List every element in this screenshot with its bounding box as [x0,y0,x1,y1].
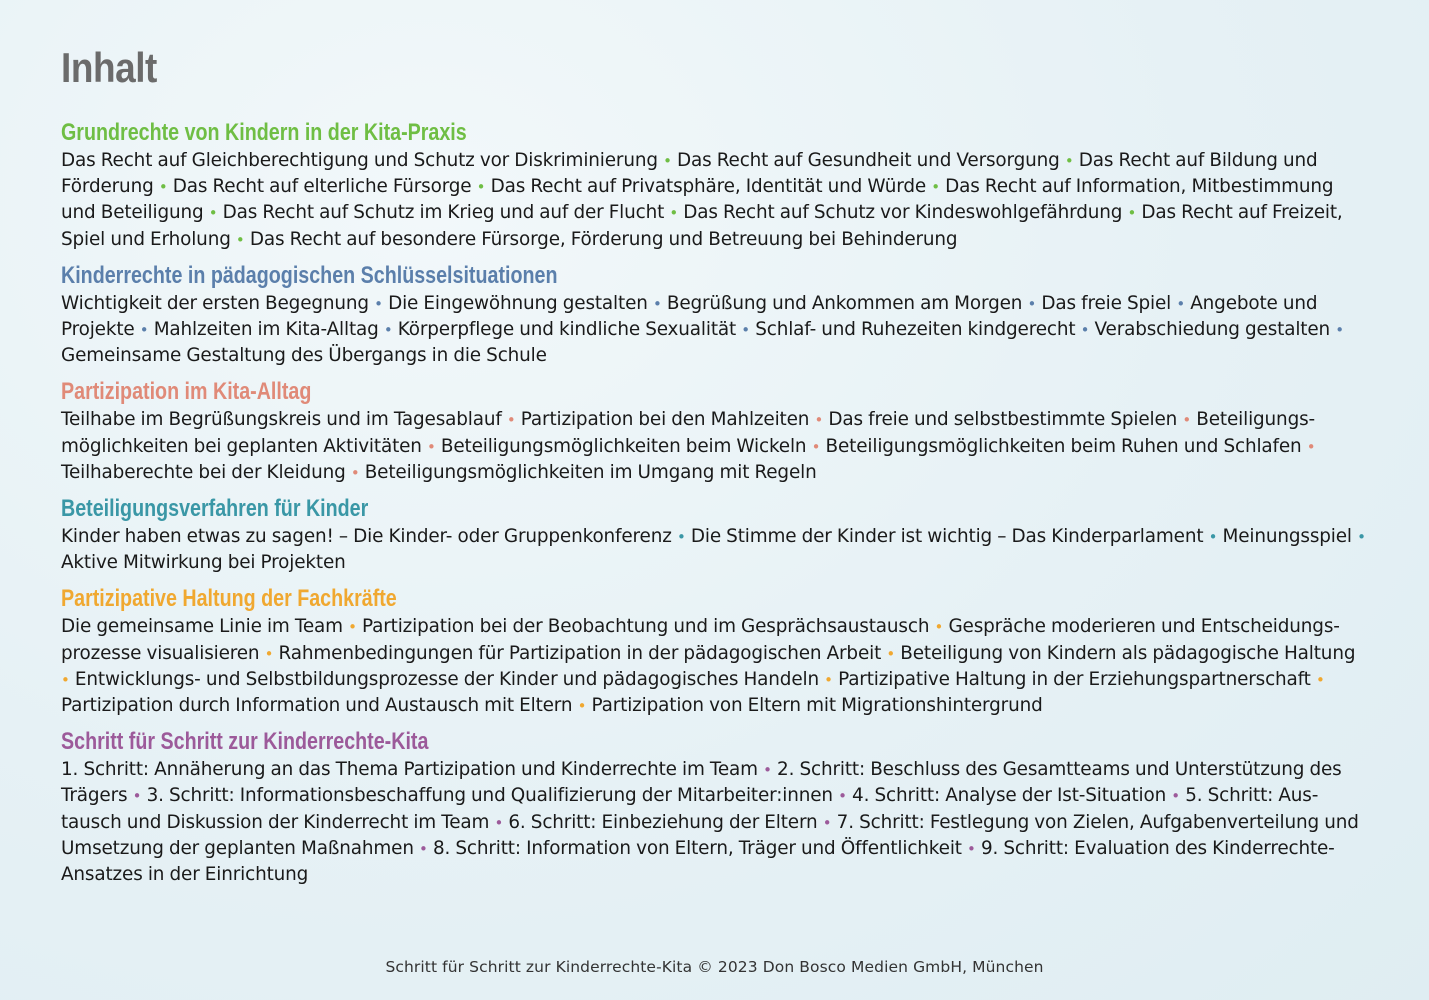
bullet-separator: • [1335,321,1344,340]
bullet-separator: • [208,204,218,223]
bullet-separator: • [1027,294,1037,313]
bullet-separator: • [1182,411,1192,430]
section-item: Beteiligung von Kindern als pädagogische Haltung [900,642,1356,664]
section-item: Entwicklungs- und Selbstbildungsprozesse der Kinder und pädagogisches Handeln [74,668,819,690]
section-item: 5. Schritt: Austausch und Diskussion der Kinderrecht im Team [61,785,1319,833]
section-item: Partizipation von Eltern mit Migrationshintergrund [591,695,1043,717]
section-item: Die gemeinsame Linie im Team [61,616,343,638]
section-heading: Partizipation im Kita-Alltag [61,378,312,406]
section-item: Die Stimme der Kinder ist wichtig – Das Kinderparlament [690,526,1204,548]
section-item: Kinder haben etwas zu sagen! – Die Kinder- oder Gruppenkonferenz [61,526,672,548]
section-item: Partizipation durch Information und Austausch mit Eltern [61,695,573,717]
section-item: Gespräche moderieren und Entscheidungsprozesse visualisieren [61,616,1340,664]
section-item: Das Recht auf Privatsphäre, Identität und Würde [490,176,927,198]
section-item: Das freie Spiel [1041,292,1172,314]
section-item: Partizipation bei den Mahlzeiten [520,409,810,431]
contents-sections [61,118,1371,888]
section-item: Beteiligungsmöglichkeiten im Umgang mit Regeln [364,461,817,483]
section-item: Teilhabe im Begrüßungskreis und im Tagesablauf [61,409,502,431]
section-item: Beteiligungsmöglichkeiten beim Ruhen und Schlafen [825,435,1302,457]
bullet-separator: • [1315,670,1325,689]
section-schritt-fuer-schritt [61,727,1371,888]
section-item: Meinungsspiel [1222,526,1352,548]
bullet-separator: • [348,618,357,637]
bullet-separator: • [158,178,168,197]
bullet-separator: • [1064,152,1074,170]
bullet-separator: • [741,321,750,340]
section-item: Begrüßung und Ankommen am Morgen [666,292,1023,314]
bullet-separator: • [669,204,679,223]
bullet-separator: • [1357,528,1366,547]
bullet-separator: • [763,761,772,780]
bullet-separator: • [676,528,686,547]
section-item: Rahmenbedingungen für Partizipation in der pädagogischen Arbeit [278,642,882,664]
section-item: 7. Schritt: Festlegung von Zielen, Aufgabenverteilung und Umsetzung der geplanten Maßnahmen [61,811,1359,859]
section-heading: Grundrechte von Kindern in der Kita-Praxis [61,119,467,146]
section-item: Das Recht auf elterliche Fürsorge [172,176,472,198]
section-item: Beteiligungsmöglichkeiten beim Wickeln [440,435,807,457]
section-item: Das Recht auf Information, Mitbestimmung und Beteiligung [61,176,1334,224]
section-heading: Beteiligungsverfahren für Kinder [61,495,369,523]
bullet-separator: • [811,437,821,456]
bullet-separator: • [1127,204,1137,223]
bullet-separator: • [374,294,383,313]
contents-page [61,40,1371,896]
bullet-separator: • [419,839,428,858]
section-beteiligungsverfahren [61,494,1371,576]
section-item: 1. Schritt: Annäherung an das Thema Partizipation und Kinderrechte im Team [61,759,758,781]
bullet-separator: • [350,463,360,482]
section-item: 3. Schritt: Informationsbeschaffung und Qualifizierung der Mitarbeiter:innen [146,785,833,807]
section-item: Das Recht auf Freizeit, Spiel und Erholung [61,202,1343,250]
section-item: Teilhaberechte bei der Kleidung [61,461,346,483]
section-grundrechte [61,118,1371,253]
section-item: Das Recht auf Schutz im Krieg und auf der Flucht [222,202,665,224]
bullet-separator: • [1171,787,1180,806]
section-item: Gemeinsame Gestaltung des Übergangs in die Schule [61,345,547,367]
section-item: Wichtigkeit der ersten Begegnung [61,292,369,314]
bullet-separator: • [264,644,274,663]
bullet-separator: • [814,411,824,430]
bullet-separator: • [824,670,833,689]
section-item: Das Recht auf Bildung und Förderung [61,150,1318,198]
section-item: Das Recht auf Schutz vor Kindeswohlgefährdung [683,202,1123,224]
section-heading: Kinderrechte in pädagogischen Schlüsselsituationen [61,261,558,289]
section-items [61,524,1366,576]
section-item: Die Eingewöhnung gestalten [388,292,648,314]
section-heading: Partizipative Haltung der Fachkräfte [61,585,397,613]
section-item: Partizipation bei der Beobachtung und im Gesprächsaustausch [362,616,930,638]
bullet-separator: • [934,618,944,637]
section-item: Verabschiedung gestalten [1094,319,1331,341]
bullet-separator: • [652,294,662,313]
section-items [61,757,1366,888]
section-items [61,148,1366,253]
bullet-separator: • [838,787,847,806]
bullet-separator: • [1306,437,1316,456]
bullet-separator: • [931,178,940,197]
section-item: Das Recht auf Gesundheit und Versorgung [676,150,1060,171]
bullet-separator: • [132,787,142,806]
section-item: Das Recht auf besondere Fürsorge, Förderung und Betreuung bei Behinderung [249,228,958,250]
section-items [61,614,1366,719]
section-item: Schlaf- und Ruhezeiten kindgerecht [755,319,1076,341]
section-schluesselsituationen [61,261,1371,370]
bullet-separator: • [476,178,486,197]
section-items [61,291,1366,370]
section-item: Das freie und selbstbestimmte Spielen [828,409,1178,431]
section-item: 8. Schritt: Information von Eltern, Träger und Öffentlichkeit [432,837,962,859]
section-item: 6. Schritt: Einbeziehung der Eltern [508,811,818,833]
section-item: 9. Schritt: Evaluation des Kinderrechte-Ansatzes in der Einrichtung [61,837,1335,886]
section-item: Angebote und Projekte [61,292,1318,341]
section-items [61,407,1366,486]
bullet-separator: • [967,839,976,858]
section-item: 2. Schritt: Beschluss des Gesamtteams und Unterstützung des Trägers [61,759,1342,807]
section-item: Das Recht auf Gleichberechtigung und Schutz vor Diskriminierung [61,150,658,171]
bullet-separator: • [822,813,832,832]
bullet-separator: • [886,644,896,663]
page-title: Inhalt [61,44,157,91]
section-item: Aktive Mitwirkung bei Projekten [61,552,346,574]
section-heading: Schritt für Schritt zur Kinderrechte-Kita [61,728,429,756]
bullet-separator: • [427,437,436,456]
bullet-separator: • [1208,528,1218,547]
section-haltung-fachkraefte [61,584,1371,719]
section-item: Beteiligungsmöglichkeiten bei geplanten Aktivitäten [61,409,1316,457]
bullet-separator: • [235,230,245,249]
bullet-separator: • [1176,294,1186,313]
bullet-separator: • [383,321,393,340]
bullet-separator: • [1080,321,1090,340]
bullet-separator: • [494,813,504,832]
bullet-separator: • [61,670,70,689]
footer-copyright: Schritt für Schritt zur Kinderrechte-Kita © 2023 Don Bosco Medien GmbH, München [385,958,1044,976]
section-item: Partizipative Haltung in der Erziehungspartnerschaft [838,668,1311,690]
bullet-separator: • [506,411,516,430]
bullet-separator: • [577,697,587,716]
section-item: Körperpflege und kindliche Sexualität [397,319,737,341]
bullet-separator: • [139,321,149,340]
bullet-separator: • [663,152,672,170]
section-item: 4. Schritt: Analyse der Ist-Situation [852,785,1167,807]
section-item: Mahlzeiten im Kita-Alltag [153,319,379,341]
section-partizipation-alltag [61,377,1371,486]
